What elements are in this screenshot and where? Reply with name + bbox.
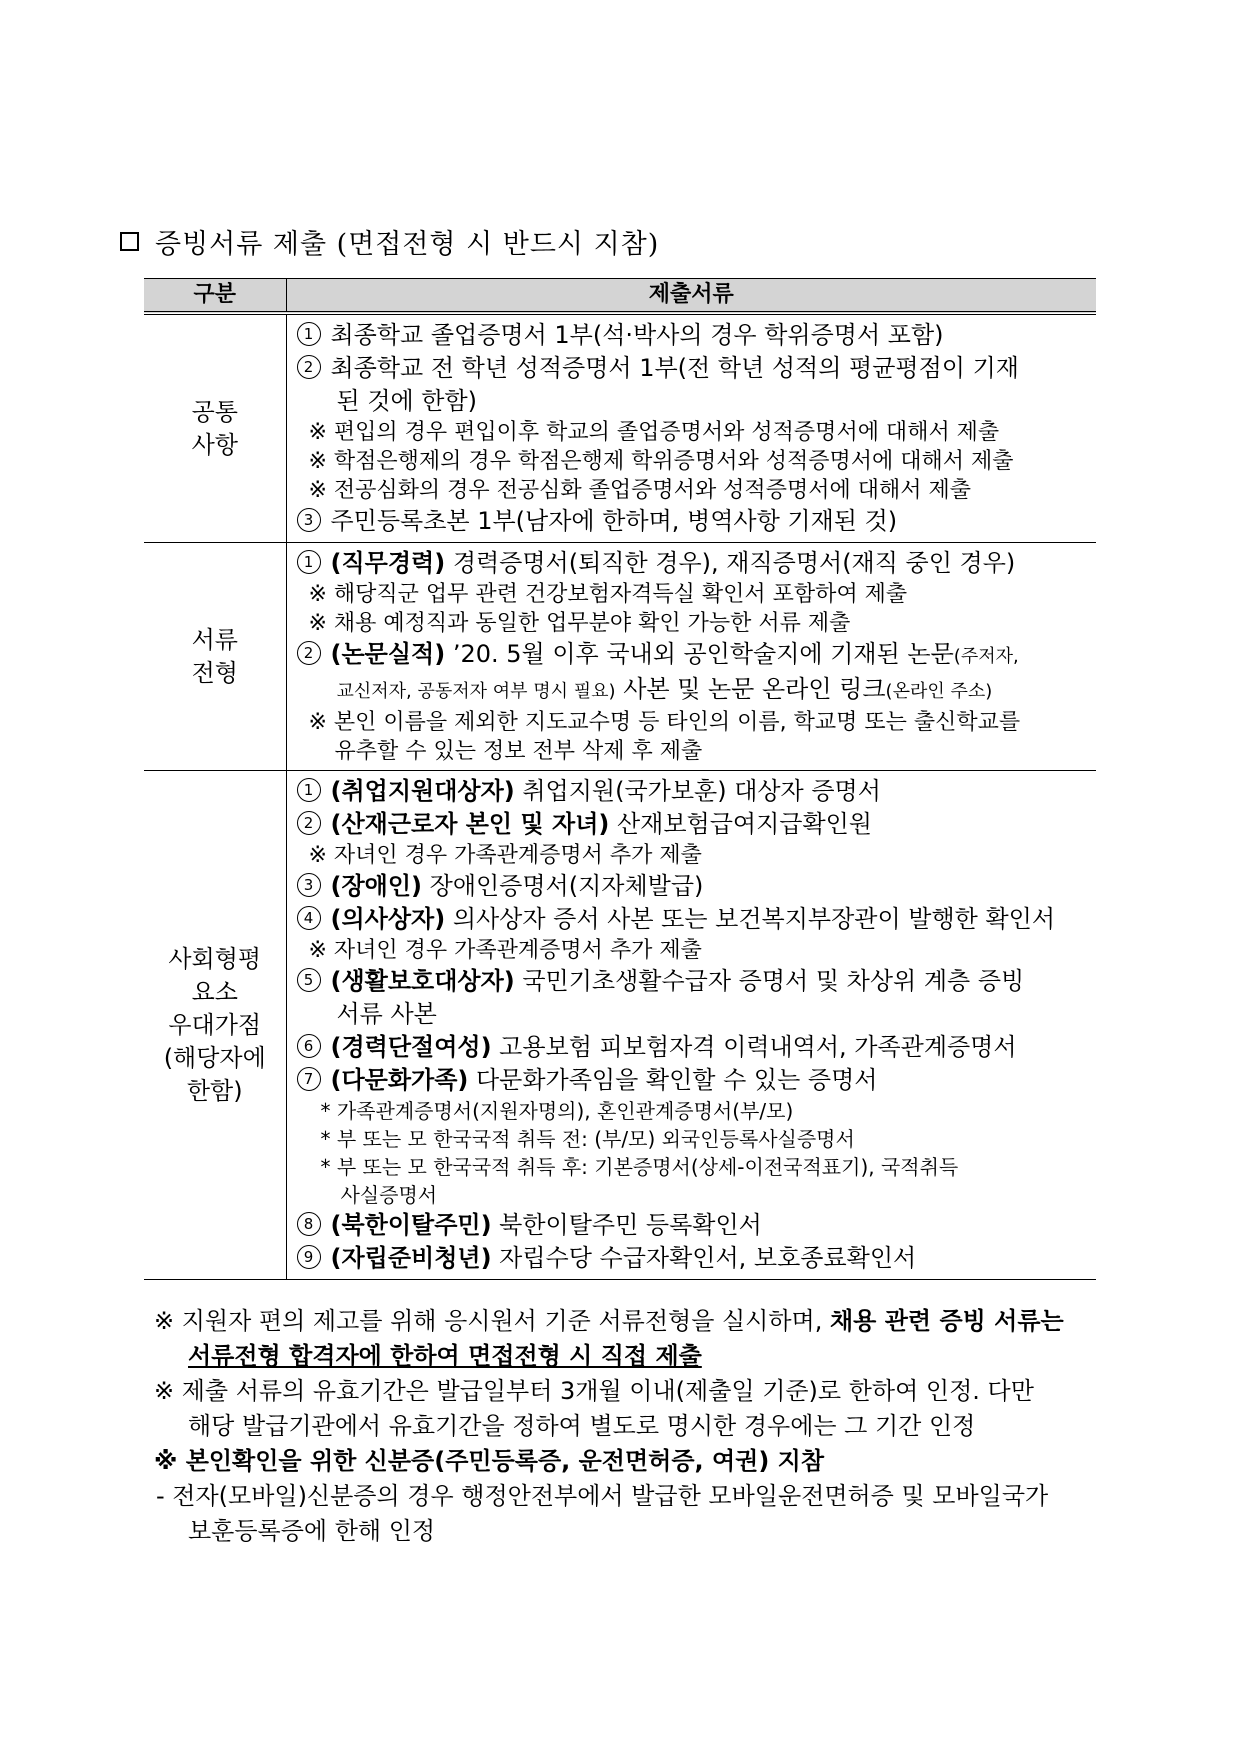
category-line: 사회형평	[168, 944, 262, 973]
list-item-continuation: 된 것에 한함)	[336, 387, 478, 415]
footer-note-1-underline: 서류전형 합격자에 한하여 면접전형 시 직접 제출	[188, 1342, 702, 1370]
list-item: 2 (산재근로자 본인 및 자녀) 산재보험급여지급확인원	[297, 808, 1097, 841]
note-line: ※ 자녀인 경우 가족관계증명서 추가 제출	[308, 938, 702, 963]
footer-notes	[154, 1304, 1114, 1549]
circled-number: 1	[297, 550, 321, 574]
circled-number: 2	[297, 355, 321, 379]
footer-note-3-bold: ※ 본인확인을 위한 신분증(주민등록증, 운전면허증, 여권) 지참	[154, 1447, 825, 1475]
note-line: ※ 채용 예정직과 동일한 업무분야 확인 가능한 서류 제출	[308, 611, 851, 636]
footer-note-4-cont: 보훈등록증에 한해 인정	[188, 1517, 436, 1545]
list-item: 6 (경력단절여성) 고용보험 피보험자격 이력내역서, 가족관계증명서	[297, 1031, 1097, 1064]
circled-number: 6	[297, 1034, 321, 1058]
header-category: 구분	[144, 279, 286, 314]
footer-note-3	[154, 1444, 1114, 1479]
list-item: 1 (취업지원대상자) 취업지원(국가보훈) 대상자 증명서	[297, 775, 1097, 808]
table-section-row	[144, 771, 1096, 1280]
circled-number: 9	[297, 1245, 321, 1269]
section-category	[144, 543, 286, 771]
list-item: 1 (직무경력) 경력증명서(퇴직한 경우), 재직증명서(재직 중인 경우)	[297, 547, 1097, 580]
sub-item-line: 사실증명서	[340, 1183, 438, 1207]
circled-number: 2	[297, 641, 321, 665]
list-item: 8 (북한이탈주민) 북한이탈주민 등록확인서	[297, 1209, 1097, 1242]
note-line: ※ 자녀인 경우 가족관계증명서 추가 제출	[308, 843, 702, 868]
section-documents	[286, 771, 1096, 1280]
circled-number: 1	[297, 322, 321, 346]
category-line: (해당자에	[163, 1043, 266, 1072]
circled-number: 1	[297, 778, 321, 802]
table-section-row	[144, 543, 1096, 771]
circled-number: 3	[297, 873, 321, 897]
category-line: 사항	[191, 430, 238, 459]
circled-number: 4	[297, 906, 321, 930]
section-heading-text: 증빙서류 제출 (면접전형 시 반드시 지참)	[155, 229, 660, 260]
circled-number: 5	[297, 968, 321, 992]
list-item: 3 (장애인) 장애인증명서(지자체발급)	[297, 870, 1097, 903]
footer-note-1-text: ※ 지원자 편의 제고를 위해 응시원서 기준 서류전형을 실시하며,	[154, 1307, 830, 1335]
circled-number: 2	[297, 811, 321, 835]
circled-number: 7	[297, 1067, 321, 1091]
circled-number: 3	[297, 508, 321, 532]
documents-table	[144, 278, 1096, 1280]
footer-note-2-cont: 해당 발급기관에서 유효기간을 정하여 별도로 명시한 경우에는 그 기간 인정	[188, 1412, 976, 1440]
list-item: 1 최종학교 졸업증명서 1부(석·박사의 경우 학위증명서 포함)	[297, 319, 1097, 352]
note-line: ※ 해당직군 업무 관련 건강보험자격득실 확인서 포함하여 제출	[308, 582, 908, 607]
list-item: 5 (생활보호대상자) 국민기초생활수급자 증명서 및 차상위 계층 증빙	[297, 965, 1097, 998]
footer-note-1-cont	[154, 1339, 1114, 1374]
note-line: ※ 본인 이름을 제외한 지도교수명 등 타인의 이름, 학교명 또는 출신학교를	[308, 710, 1021, 735]
note-line: ※ 편입의 경우 편입이후 학교의 졸업증명서와 성적증명서에 대해서 제출	[308, 420, 1000, 445]
checkbox-square-icon	[120, 232, 139, 251]
footer-note-1-bold: 채용 관련 증빙 서류는	[830, 1307, 1064, 1335]
table-header-row	[144, 279, 1096, 314]
footer-note-4: - 전자(모바일)신분증의 경우 행정안전부에서 발급한 모바일운전면허증 및 모바일국가	[156, 1482, 1049, 1510]
list-item: 7 (다문화가족) 다문화가족임을 확인할 수 있는 증명서	[297, 1064, 1097, 1097]
category-line: 전형	[191, 658, 238, 687]
section-category	[144, 771, 286, 1280]
category-line: 서류	[191, 625, 238, 654]
list-item: 4 (의사상자) 의사상자 증서 사본 또는 보건복지부장관이 발행한 확인서	[297, 903, 1097, 936]
category-line: 우대가점	[168, 1010, 262, 1039]
header-documents: 제출서류	[286, 279, 1096, 314]
list-item-continuation: 교신저자, 공동저자 여부 명시 필요) 사본 및 논문 온라인 링크(온라인 주소)	[336, 675, 993, 703]
category-line: 한함)	[186, 1076, 243, 1105]
list-item: 9 (자립준비청년) 자립수당 수급자확인서, 보호종료확인서	[297, 1242, 1097, 1275]
list-item-continuation: 서류 사본	[336, 1000, 437, 1028]
category-line: 공통	[191, 397, 238, 426]
footer-note-1	[154, 1304, 1114, 1339]
list-item: 2 최종학교 전 학년 성적증명서 1부(전 학년 성적의 평균평점이 기재	[297, 352, 1097, 385]
section-category	[144, 313, 286, 543]
note-line: ※ 전공심화의 경우 전공심화 졸업증명서와 성적증명서에 대해서 제출	[308, 478, 971, 503]
table-section-row	[144, 313, 1096, 543]
note-line: 유추할 수 있는 정보 전부 삭제 후 제출	[334, 739, 703, 764]
sub-item-line: * 가족관계증명서(지원자명의), 혼인관계증명서(부/모)	[320, 1099, 794, 1123]
footer-note-2: ※ 제출 서류의 유효기간은 발급일부터 3개월 이내(제출일 기준)로 한하여 인정. 다만	[154, 1377, 1034, 1405]
sub-item-line: * 부 또는 모 한국국적 취득 후: 기본증명서(상세-이전국적표기), 국적취득	[320, 1155, 959, 1179]
note-line: ※ 학점은행제의 경우 학점은행제 학위증명서와 성적증명서에 대해서 제출	[308, 449, 1014, 474]
section-heading	[120, 222, 659, 261]
list-item: 2 (논문실적) ’20. 5월 이후 국내외 공인학술지에 기재된 논문(주저자,	[297, 638, 1097, 673]
list-item: 3 주민등록초본 1부(남자에 한하며, 병역사항 기재된 것)	[297, 505, 1097, 538]
category-line: 요소	[191, 977, 238, 1006]
section-documents	[286, 543, 1096, 771]
circled-number: 8	[297, 1212, 321, 1236]
section-documents	[286, 313, 1096, 543]
sub-item-line: * 부 또는 모 한국국적 취득 전: (부/모) 외국인등록사실증명서	[320, 1127, 855, 1151]
